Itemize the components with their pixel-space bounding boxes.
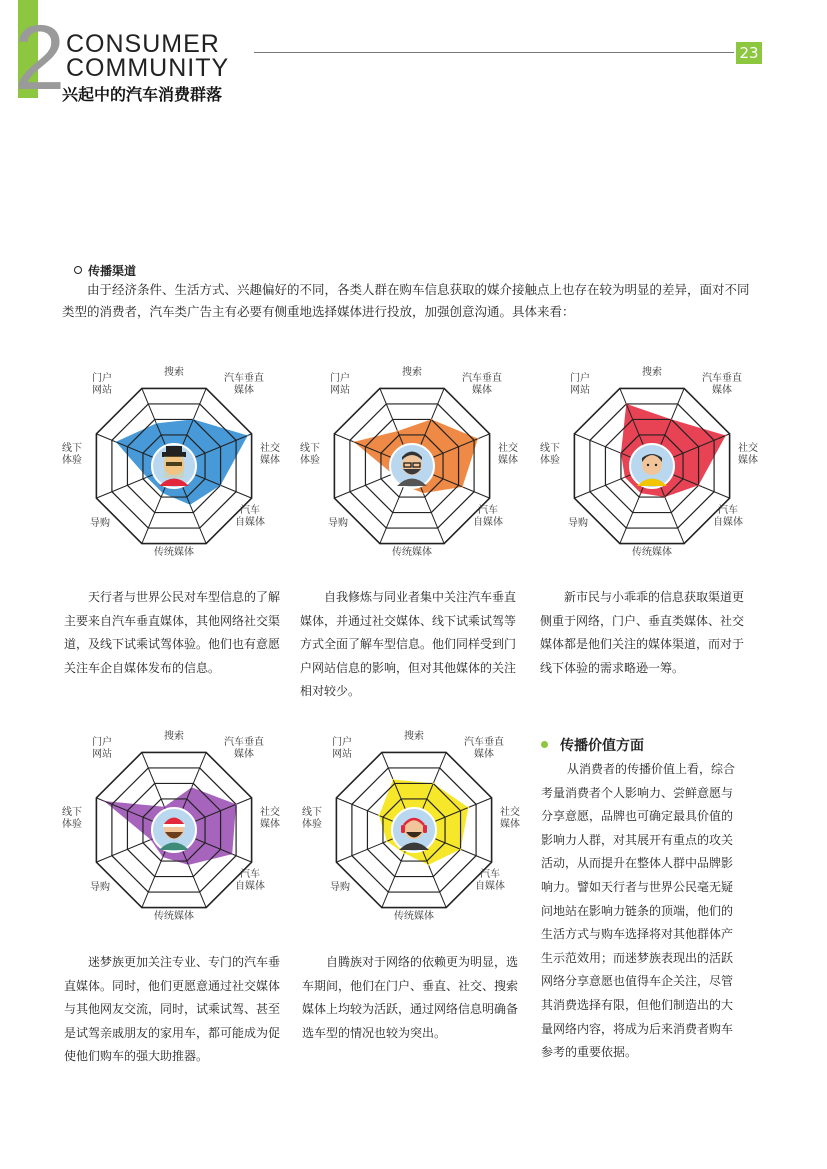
axis-label-line: 门户 <box>92 373 112 384</box>
axis-label <box>300 443 320 467</box>
axis-label-line: 汽车 <box>718 505 738 516</box>
chapter-title-line1: CONSUMER <box>66 30 220 58</box>
radar-4-description: 迷梦族更加关注专业、专门的汽车垂直媒体。同时，他们更愿意通过社交媒体与其他网友交流，同时，试乘试驾、甚至是试驾亲戚朋友的家用车，都可能成为促使他们购车的强大助推器。 <box>64 955 281 1063</box>
axis-label-line: 导购 <box>330 882 350 893</box>
axis-label-line: 自媒体 <box>473 517 503 528</box>
radar-2-description: 自我修炼与同业者集中关注汽车垂直媒体，并通过社交媒体、线下试乘试驾等方式全面了解车型信息。他们同样受到门户网站信息的影响，但对其他媒体的关注相对较少。 <box>300 590 517 698</box>
bullet-circle-icon <box>74 266 82 274</box>
chapter-number: 2 <box>14 7 66 109</box>
data-point <box>150 839 152 841</box>
data-point <box>397 430 399 432</box>
axis-label-line: 体验 <box>300 455 320 466</box>
green-dot-icon <box>541 741 548 748</box>
axis-label-line: 媒体 <box>712 385 732 396</box>
axis-label-line: 媒体 <box>472 385 492 396</box>
data-point <box>189 504 191 506</box>
axis-label-line: 搜索 <box>642 367 662 378</box>
young-man-short-hair-icon <box>630 444 674 488</box>
data-point <box>220 484 222 486</box>
axis-label-line: 汽车垂直 <box>462 373 502 384</box>
axis-label-line: 门户 <box>332 737 352 748</box>
data-point <box>462 486 464 488</box>
axis-label <box>568 518 588 530</box>
section-intro: 由于经济条件、生活方式、兴趣偏好的不同，各类人群在购车信息获取的媒介接触点上也存在较为明显的差异，面对不同类型的消费者，汽车类广告主有必要有侧重地选择媒体进行投放，加强创意沟通。具体来看： <box>62 282 750 319</box>
data-point <box>640 492 642 494</box>
chapter-title-line2: COMMUNITY <box>66 54 230 82</box>
radar-chart-4 <box>58 729 288 929</box>
axis-label-line: 导购 <box>568 518 588 529</box>
axis-label-line: 传统媒体 <box>392 547 432 558</box>
axis-label <box>330 373 350 397</box>
axis-label <box>330 882 350 894</box>
data-point <box>115 441 117 443</box>
data-point <box>164 806 166 808</box>
axis-label-line: 媒体 <box>500 819 520 830</box>
axis-label-line: 线下 <box>62 807 82 818</box>
axis-label-line: 媒体 <box>260 455 280 466</box>
radar-1-description: 天行者与世界公民对车型信息的了解主要来自汽车垂直媒体，其他网络社交渠道，及线下试乘试驾体验。他们也有意愿关注车企自媒体发布的信息。 <box>64 590 281 675</box>
radar-5-description: 自腾族对于网络的依赖更为明显，选车期间，他们在门户、垂直、社交、搜索媒体上均较为活跃，通过网络信息明确备选车型的情况也较为突出。 <box>302 955 519 1040</box>
axis-label-line: 媒体 <box>234 385 254 396</box>
axis-label-line: 导购 <box>90 518 110 529</box>
person-with-glasses-and-beard-icon <box>390 444 434 488</box>
axis-label-line: 汽车 <box>240 505 260 516</box>
axis-label-line: 自媒体 <box>235 517 265 528</box>
axis-label-line: 网站 <box>92 749 112 760</box>
axis-label-line: 社交 <box>260 443 280 454</box>
axis-label-line: 搜索 <box>164 367 184 378</box>
data-point <box>353 441 355 443</box>
axis-label-line: 社交 <box>500 807 520 818</box>
axis-label-line: 传统媒体 <box>394 911 434 922</box>
axis-label <box>235 505 265 529</box>
axis-label <box>154 911 194 923</box>
axis-label-line: 自媒体 <box>475 881 505 892</box>
chapter-subtitle: 兴起中的汽车消费群落 <box>62 85 223 104</box>
axis-label-line: 搜索 <box>402 367 422 378</box>
axis-label <box>642 367 662 379</box>
data-point <box>162 492 164 494</box>
axis-label <box>540 443 560 467</box>
axis-label-line: 汽车垂直 <box>702 373 742 384</box>
axis-label-line: 自媒体 <box>713 517 743 528</box>
axis-label-line: 门户 <box>330 373 350 384</box>
data-point <box>103 800 105 802</box>
axis-label <box>92 373 112 397</box>
data-point <box>156 423 158 425</box>
axis-label-line: 汽车 <box>478 505 498 516</box>
data-point <box>430 419 432 421</box>
axis-label-line: 体验 <box>62 819 82 830</box>
data-point <box>378 815 380 817</box>
data-point <box>404 852 406 854</box>
axis-label <box>260 443 280 467</box>
axis-label-line: 媒体 <box>738 455 758 466</box>
person-wearing-sunglasses-and-hat-icon <box>152 444 196 488</box>
section-heading <box>74 262 136 279</box>
data-point <box>625 403 627 405</box>
axis-label-line: 体验 <box>62 455 82 466</box>
axis-label-line: 网站 <box>570 385 590 396</box>
axis-label-line: 线下 <box>302 807 322 818</box>
axis-label <box>90 882 110 894</box>
axis-label <box>462 373 502 397</box>
data-point <box>162 856 164 858</box>
axis-label <box>738 443 758 467</box>
axis-label <box>394 911 434 923</box>
axis-label-line: 汽车垂直 <box>224 373 264 384</box>
axis-label <box>90 518 110 530</box>
data-point <box>191 787 193 789</box>
data-point <box>422 492 424 494</box>
axis-label-line: 线下 <box>62 443 82 454</box>
axis-label <box>62 443 82 467</box>
page-number: 23 <box>736 42 762 64</box>
axis-label <box>235 869 265 893</box>
axis-label-line: 网站 <box>332 749 352 760</box>
axis-label-line: 传统媒体 <box>632 547 672 558</box>
radar-chart-2 <box>296 365 526 565</box>
axis-label-line: 媒体 <box>234 749 254 760</box>
data-point <box>231 853 233 855</box>
axis-label-line: 搜索 <box>164 731 184 742</box>
radar-3-description: 新市民与小乖乖的信息获取渠道更侧重于网络，门户、垂直类媒体、社交媒体都是他们关注的媒体渠道，而对于线下体验的需求略逊一筹。 <box>540 590 745 675</box>
axis-label-line: 媒体 <box>260 819 280 830</box>
axis-label <box>164 367 184 379</box>
axis-label <box>632 547 672 559</box>
data-point <box>670 419 672 421</box>
axis-label-line: 传统媒体 <box>154 911 194 922</box>
axis-label <box>473 505 503 529</box>
man-with-cap-and-beard-icon <box>152 808 196 852</box>
data-point <box>664 496 666 498</box>
axis-label-line: 导购 <box>328 518 348 529</box>
data-point <box>725 435 727 437</box>
radar-chart-1 <box>58 365 288 565</box>
axis-label-line: 社交 <box>498 443 518 454</box>
data-point <box>146 476 148 478</box>
data-point <box>392 779 394 781</box>
data-point <box>477 438 479 440</box>
axis-label-line: 网站 <box>92 385 112 396</box>
axis-label-line: 门户 <box>570 373 590 384</box>
axis-label <box>92 737 112 761</box>
data-point <box>624 476 626 478</box>
data-point <box>192 419 194 421</box>
axis-label-line: 门户 <box>92 737 112 748</box>
side-title: 传播价值方面 <box>560 738 644 754</box>
axis-label <box>260 807 280 831</box>
axis-label <box>224 737 264 761</box>
axis-label-line: 线下 <box>300 443 320 454</box>
axis-label <box>164 731 184 743</box>
data-point <box>620 452 622 454</box>
data-point <box>698 484 700 486</box>
axis-label <box>402 367 422 379</box>
axis-label-line: 自媒体 <box>235 881 265 892</box>
axis-label <box>702 373 742 397</box>
section-title: 传播渠道 <box>88 264 137 278</box>
axis-label-line: 搜索 <box>404 731 424 742</box>
axis-label <box>464 737 504 761</box>
axis-label <box>475 869 505 893</box>
data-point <box>432 783 434 785</box>
axis-label <box>570 373 590 397</box>
man-with-headphones-icon <box>392 808 436 852</box>
axis-label-line: 线下 <box>540 443 560 454</box>
axis-label <box>224 373 264 397</box>
axis-label-line: 媒体 <box>498 455 518 466</box>
axis-label <box>302 807 322 831</box>
data-point <box>428 864 430 866</box>
axis-label <box>332 737 352 761</box>
data-point <box>188 864 190 866</box>
axis-label <box>154 547 194 559</box>
axis-label <box>62 807 82 831</box>
axis-label <box>392 547 432 559</box>
axis-label-line: 汽车 <box>240 869 260 880</box>
axis-label-line: 网站 <box>330 385 350 396</box>
axis-label <box>500 807 520 831</box>
radar-chart-3 <box>536 365 766 565</box>
data-point <box>468 807 470 809</box>
side-body: 从消费者的传播价值上看，综合考量消费者个人影响力、尝鲜意愿与分享意愿，品牌也可确定最具价值的影响力人群，对其展开有重点的攻关活动，从而提升在整体人群中品牌影响力。譬如天行者与世界公民毫无疑问地站在影响力链条的顶端，他们的生活方式与购车选择将对其他群体产生示范效用；而迷梦族表现出的活跃网络分享意愿也值得车企关注，尽管其消费选择有限，但他们制造出的大量网络内容，将成为后来消费者购车参考的重要依据。 <box>541 762 736 1060</box>
data-point <box>247 435 249 437</box>
axis-label-line: 汽车垂直 <box>224 737 264 748</box>
axis-label-line: 导购 <box>90 882 110 893</box>
axis-label <box>404 731 424 743</box>
axis-label-line: 汽车 <box>480 869 500 880</box>
data-point <box>386 840 388 842</box>
axis-label-line: 社交 <box>738 443 758 454</box>
axis-label-line: 体验 <box>540 455 560 466</box>
axis-label-line: 汽车垂直 <box>464 737 504 748</box>
radar-chart-5 <box>298 729 528 929</box>
axis-label-line: 社交 <box>260 807 280 818</box>
header-rule <box>254 52 734 53</box>
axis-label-line: 媒体 <box>474 749 494 760</box>
axis-label <box>498 443 518 467</box>
axis-label-line: 传统媒体 <box>154 547 194 558</box>
side-heading <box>541 735 644 755</box>
axis-label <box>713 505 743 529</box>
axis-label-line: 体验 <box>302 819 322 830</box>
axis-label <box>328 518 348 530</box>
data-point <box>460 848 462 850</box>
data-point <box>235 803 237 805</box>
